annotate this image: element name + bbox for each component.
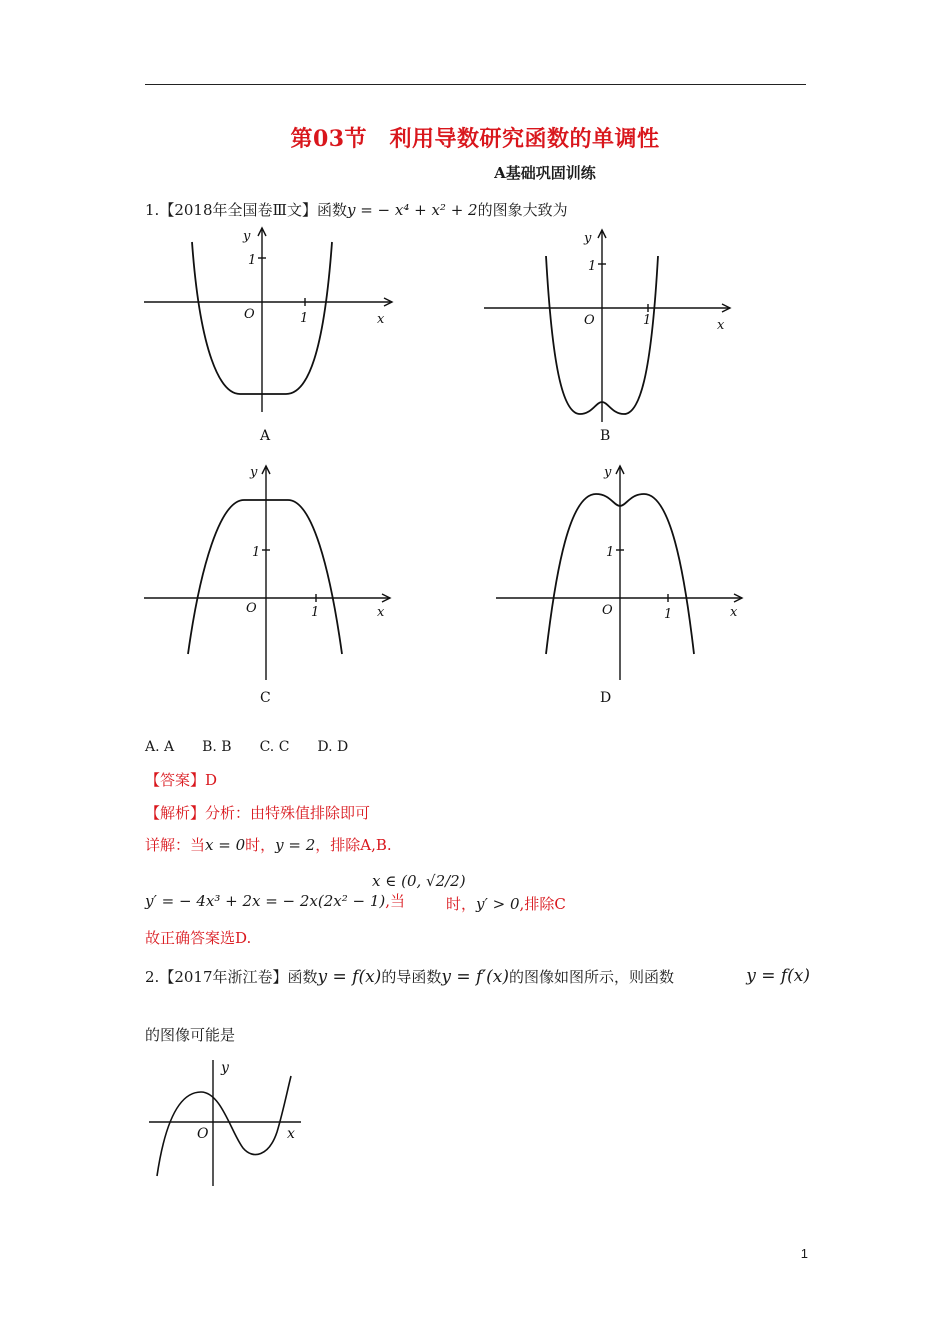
graph-c-origin: O: [246, 601, 257, 616]
graph-a-y-label: y: [243, 229, 251, 244]
q2-f1: y = f(x): [317, 967, 382, 987]
derivative-shi: 时，: [446, 895, 477, 913]
q2-f2: y = f′(x): [441, 967, 510, 987]
q1-stem-pre: 函数: [316, 201, 347, 219]
q2-curve: [157, 1076, 291, 1176]
detail-x-eq: x = 0: [205, 836, 246, 854]
graph-b-y-label: y: [584, 231, 592, 246]
q1-stem: [145, 199, 568, 220]
graph-d-origin: O: [602, 603, 613, 618]
q1-number: 1.: [145, 201, 160, 219]
graph-d-y-label: y: [604, 465, 612, 480]
detail-post: ，排除A,B.: [315, 836, 392, 854]
q2-derivative-graph: [145, 1052, 315, 1192]
q1-source: 【2018年全国卷Ⅲ文】: [159, 201, 317, 219]
graph-b-origin: O: [584, 313, 595, 328]
q2-number: 2.: [145, 968, 160, 986]
graph-d-one-y: 1: [606, 545, 615, 560]
graph-a: [140, 222, 400, 452]
q2-p1: 函数: [287, 968, 318, 986]
q1-answer: [145, 769, 217, 790]
q1-detail: [145, 834, 392, 855]
q1-formula: y = − x⁴ + x² + 2: [346, 201, 478, 219]
graph-b-x-label: x: [717, 318, 725, 333]
q1-stem-post: 的图象大致为: [477, 201, 568, 219]
analysis-text: 分析：由特殊值排除即可: [205, 804, 371, 822]
derivative-formula: y′ = − 4x³ + 2x = − 2x(2x² − 1): [145, 892, 386, 910]
answer-tag: 【答案】: [145, 771, 206, 789]
section-title: 第03节 利用导数研究函数的单调性: [290, 126, 660, 152]
detail-y-eq: y = 2: [275, 836, 316, 854]
graph-d: [490, 458, 750, 708]
graph-c: [140, 458, 400, 708]
derivative-when: ,当: [385, 892, 406, 910]
q2-source: 【2017年浙江卷】: [159, 968, 288, 986]
graph-d-x-label: x: [730, 605, 738, 620]
graph-a-origin: O: [244, 307, 255, 322]
detail-mid: 时，: [245, 836, 276, 854]
graph-c-y-label: y: [250, 465, 258, 480]
graph-c-one-y: 1: [252, 545, 261, 560]
graph-b-one-y: 1: [588, 259, 597, 274]
q1-conclusion: 故正确答案选D.: [145, 929, 252, 947]
q2-line2: 的图像可能是: [145, 1026, 236, 1044]
q1-derivative-line: [145, 890, 405, 911]
detail-pre: 详解：当: [145, 836, 206, 854]
q2-x-label: x: [287, 1126, 295, 1142]
graph-a-x-label: x: [377, 312, 385, 327]
graph-b: [480, 222, 740, 452]
derivative-positive: y′ > 0: [476, 895, 520, 913]
section-subtitle: A基础巩固训练: [494, 164, 596, 182]
interval-formula: x ∈ (0, √2/2): [372, 872, 466, 890]
q2-p2: 的导函数: [381, 968, 442, 986]
graph-a-one-y: 1: [248, 253, 257, 268]
q1-choices: A. A B. B C. C D. D: [145, 739, 349, 755]
q2-origin: O: [197, 1126, 209, 1142]
graph-c-one-x: 1: [311, 605, 320, 620]
graph-d-one-x: 1: [664, 607, 673, 622]
graph-b-one-x: 1: [643, 313, 652, 328]
graph-d-label: D: [600, 690, 612, 706]
graph-c-label: C: [260, 690, 271, 706]
graph-a-one-x: 1: [300, 311, 309, 326]
q2-y-label: y: [221, 1060, 229, 1076]
derivative-exclude: ,排除C: [519, 895, 566, 913]
q2-f3: y = f(x): [746, 966, 810, 986]
answer-value: D: [205, 771, 218, 789]
q1-derivative-tail: [446, 893, 566, 914]
graph-b-label: B: [600, 428, 611, 444]
q2-p3: 的图像如图所示，则函数: [509, 968, 675, 986]
q1-analysis: [145, 802, 370, 823]
analysis-tag: 【解析】: [145, 804, 206, 822]
page-number: 1: [800, 1246, 808, 1261]
graph-c-x-label: x: [377, 605, 385, 620]
q2-stem: [145, 966, 810, 987]
graph-a-label: A: [260, 428, 271, 444]
header-rule: [145, 84, 806, 85]
graph-c-curve: [188, 500, 342, 654]
